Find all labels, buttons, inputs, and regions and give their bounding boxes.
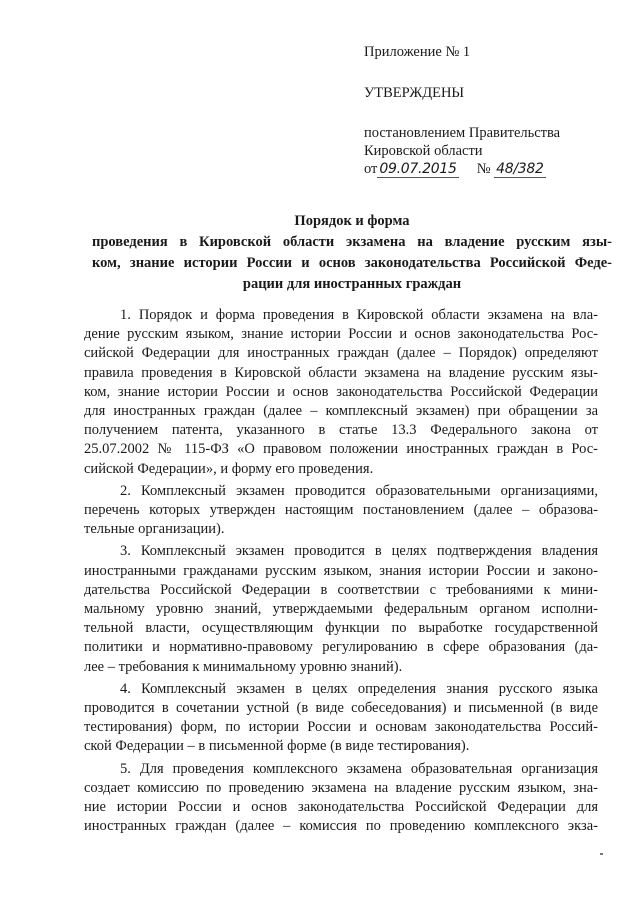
paragraph-line: тестирования) форм, по истории России и основам законодательства Россий- xyxy=(84,719,598,736)
paragraph-line: 2. Комплексный экзамен проводится образовательными организациями, xyxy=(120,482,598,499)
paragraph-line: лее – требования к минимальному уровню знаний). xyxy=(84,658,403,675)
subtitle-line-1: проведения в Кировской области экзамена на владение русским язы- xyxy=(92,234,612,250)
paragraph-line: сийской Федерации», и форму его проведения. xyxy=(84,460,374,477)
paragraph-line: политики и нормативно-правовому регулированию в сфере образования (да- xyxy=(84,639,598,656)
document-title: Порядок и форма xyxy=(294,213,410,229)
subtitle-line-3: рации для иностранных граждан xyxy=(242,276,462,292)
paragraph-line: 3. Комплексный экзамен проводится в целях подтверждения владения xyxy=(120,543,598,560)
scan-mark xyxy=(600,853,603,855)
decree-line-2: Кировской области xyxy=(364,143,483,159)
number-label: № xyxy=(476,161,491,177)
subtitle-line-2: ком, знание истории России и основ законодательства Российской Феде- xyxy=(92,255,612,271)
paragraph-line: 4. Комплексный экзамен в целях определения знания русского языка xyxy=(120,680,598,697)
document-body xyxy=(84,306,598,839)
paragraph-line: создает комиссию по проведению экзамена на владение русским языком, зна- xyxy=(84,779,598,796)
paragraph-line: дение русским языком, знание истории России и основ законодательства Рос- xyxy=(84,326,598,343)
paragraph-line: проводится в сочетании устной (в виде собеседования) и письменной (в виде xyxy=(84,700,598,717)
paragraph-3 xyxy=(84,542,598,676)
paragraph-line: мальному уровню знаний, утверждаемыми федеральным органом исполни- xyxy=(84,601,598,618)
paragraph-line: ние истории России и основ законодательства Российской Федерации для xyxy=(84,799,598,816)
paragraph-line: 25.07.2002 № 115-ФЗ «О правовом положении иностранных граждан в Рос- xyxy=(84,441,598,458)
from-label: от xyxy=(364,161,378,177)
paragraph-line: дательства Российской Федерации в соответствии с требованиями к мини- xyxy=(84,581,598,598)
appendix-label: Приложение № 1 xyxy=(364,44,471,60)
paragraph-line: ской Федерации – в письменной форме (в виде тестирования). xyxy=(84,738,470,755)
paragraph-line: 1. Порядок и форма проведения в Кировской области экзамена на вла- xyxy=(120,307,598,323)
paragraph-line: тельной власти, осуществляющим функции по выработке государственной xyxy=(84,620,598,637)
paragraph-line: тельные организации). xyxy=(84,521,225,538)
paragraph-line: перечень которых утвержден настоящим постановлением (далее – образова- xyxy=(84,502,598,519)
paragraph-2 xyxy=(84,482,598,540)
paragraph-line: правила проведения в Кировской области экзамена на владение русским язы- xyxy=(84,364,598,381)
paragraph-1 xyxy=(84,306,598,479)
paragraph-line: 5. Для проведения комплексного экзамена образовательная организация xyxy=(120,760,598,777)
approval-block xyxy=(364,43,604,178)
decree-line-1: постановлением Правительства xyxy=(364,125,561,141)
paragraph-line: ком, знание истории России и основ законодательства Российской Федерации xyxy=(84,383,598,400)
paragraph-line: иностранных граждан (далее – комиссия по проведению комплексного экза- xyxy=(84,818,598,835)
paragraph-line: для иностранных граждан (далее – комплексный экзамен) при обращении за xyxy=(84,403,598,420)
paragraph-line: иностранными гражданами русским языком, знания истории России и законо- xyxy=(84,562,598,579)
paragraph-line: получением патента, указанного в статье 13.3 Федерального закона от xyxy=(84,422,598,439)
handwritten-date: 09.07.2015 xyxy=(379,161,457,177)
paragraph-line: сийской Федерации для иностранных граждан (далее – Порядок) определяют xyxy=(84,345,598,362)
approved-label: УТВЕРЖДЕНЫ xyxy=(364,85,465,101)
paragraph-4 xyxy=(84,680,598,757)
decree-date-number xyxy=(364,160,604,178)
handwritten-number: 48/382 xyxy=(496,161,544,177)
paragraph-5 xyxy=(84,760,598,837)
document-subtitle xyxy=(92,232,612,295)
